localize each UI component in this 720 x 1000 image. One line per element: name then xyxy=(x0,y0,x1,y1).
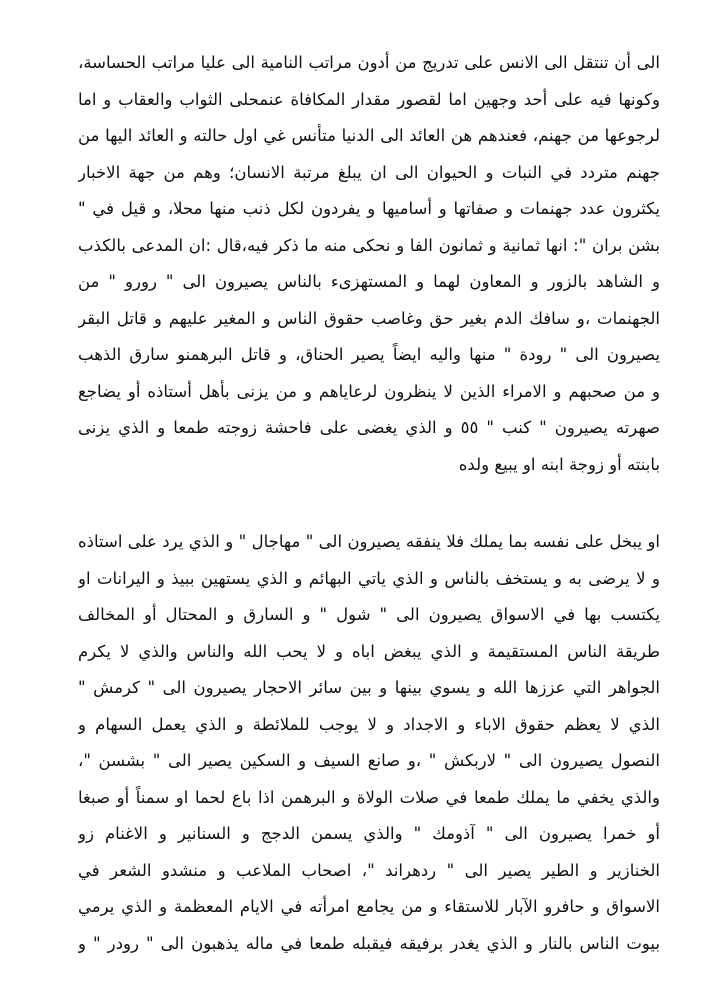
paragraph-line: الجهنمات ،و سافك الدم بغير حق وغاصب حقوق الناس و المغير عليهم و قاتل البقر xyxy=(78,308,660,328)
paragraph-line: الذي لا يعظم حقوق الاباء و الاجداد و لا يوجب للملائطة و الذي يعمل السهام و xyxy=(78,714,660,734)
paragraph-line: بيوت الناس بالنار و الذي يغدر برفيقه فيقبله طمعا في ماله يذهبون الى " رودر " و xyxy=(78,933,660,953)
paragraph-line: طريقة الناس المستقيمة و الذي يبغض اباه و لا يحب الله والناس والذي لا يكرم xyxy=(78,641,660,661)
paragraph-line: الاسواق و حافرو الآبار للاستقاء و من يجامع امرأته في الايام المعظمة و الذي يرمي xyxy=(78,897,660,916)
paragraph-line: الخنازير و الطير يصير الى " ردهراند "، اصحاب الملاعب و منشدو الشعر في xyxy=(78,860,660,880)
paragraph-line: صهرته يصيرون " كنب " ٥٥ و الذي يغضى على فاحشة زوجته طمعا و الذي يزنى xyxy=(78,418,660,437)
paragraph-line: و الشاهد بالزور و المعاون لهما و المستهزىء بالناس يصيرون الى " رورو " من xyxy=(78,272,660,291)
paragraph-line: جهنم متردد في النبات و الحيوان الى ان يبلغ مرتبة الانسان؛ وهم من جهة الاخبار xyxy=(78,162,660,182)
paragraph-line: الى أن تنتقل الى الانس على تدريج من أدون مراتب النامية الى عليا مراتب الحساسة، xyxy=(78,53,660,72)
paragraph-line: بابنته أو زوجة ابنه او يبيع ولده xyxy=(458,454,660,474)
paragraph-line: لرجوعها من جهنم، فعندهم هن العائد الى الدنيا متأنس غي اول حالته و العائد اليها من xyxy=(78,126,660,145)
paragraph-2 xyxy=(78,524,660,962)
paragraph-line: وكونها فيه على أحد وجهين اما لقصور مقدار المكافاة عنمحلى الثواب والعقاب و اما xyxy=(78,89,660,109)
paragraph-line: يكتسب بها في الاسواق يصيرون الى " شول " و السارق و المحتال أو المخالف xyxy=(78,605,660,624)
paragraph-line: بشن بران ": انها ثمانية و ثمانون الفا و نحكى منه ما ذكر فيه،قال :ان المدعى بالكذب xyxy=(78,235,660,255)
paragraph-line: يصيرون الى " رودة " منها واليه ايضاً يصير الحناق، و قاتل البرهمنو سارق الذهب xyxy=(78,345,660,364)
paragraph-line: يكثرون عدد جهنمات و صفاتها و أساميها و يفردون لكل ذنب منها محلا، و قيل في " xyxy=(78,199,660,218)
paragraph-line: و من صحبهم و الامراء الذين لا ينظرون لرعاياهم و من يزنى بأهل أستاذه أو يضاجع xyxy=(78,381,660,401)
paragraph-line: أو خمرا يصيرون الى " آذومك " والذي يسمن الدجج و السنانير و الاغنام زو xyxy=(78,824,660,843)
paragraph-line: و لا يرضى به و يستخف بالناس و الذي ياتي البهائم و الذي يستهين ببيذ و اليرانات او xyxy=(78,568,660,588)
paragraph-line: او يبخل على نفسه بما يملك فلا ينفقه يصيرون الى " مهاجال " و الذي يرد على استاذه xyxy=(78,532,660,551)
paragraph-line: والذي يخفي ما يملك طمعا في صلات الولاة و البرهمن اذا باع لحما او سمناً أو صبغا xyxy=(78,787,660,807)
paragraph-1 xyxy=(78,45,660,483)
paragraph-line: النصول يصيرون الى " لاربكش " ،و صانع السيف و السكين يصير الى " بشسن "، xyxy=(78,751,660,770)
paragraph-line: الجواهر التي عززها الله و يسوي بينها و بين سائر الاحجار يصيرون الى " كرمش " xyxy=(78,678,660,697)
